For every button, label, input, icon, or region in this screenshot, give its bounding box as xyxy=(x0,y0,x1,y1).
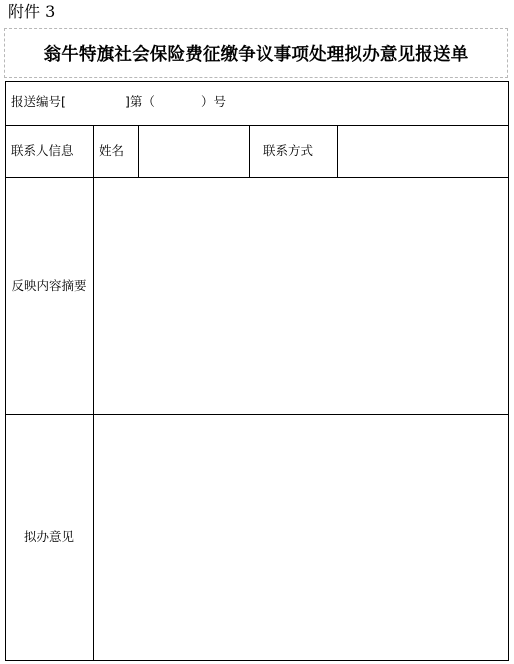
opinion-field[interactable] xyxy=(101,422,501,652)
title-frame xyxy=(4,28,508,78)
table-border-top xyxy=(5,81,509,82)
form-table xyxy=(5,81,509,661)
table-border-left xyxy=(5,81,6,661)
table-border-bottom xyxy=(5,660,509,661)
column-divider-name-value xyxy=(249,125,250,178)
summary-label: 反映内容摘要 xyxy=(11,278,87,293)
row-divider-2 xyxy=(5,177,509,178)
opinion-label: 拟办意见 xyxy=(23,529,74,544)
report-number-suffix: ）号 xyxy=(201,94,227,109)
column-divider-label xyxy=(93,125,94,661)
column-divider-name xyxy=(138,125,139,178)
form-title: 翁牛特旗社会保险费征缴争议事项处理拟办意见报送单 xyxy=(43,44,469,65)
name-field[interactable] xyxy=(145,142,243,160)
name-label: 姓名 xyxy=(99,143,125,158)
column-divider-contact xyxy=(337,125,338,178)
report-number-middle: ]第（ xyxy=(125,94,155,109)
table-border-right xyxy=(508,81,509,661)
contact-method-field[interactable] xyxy=(345,142,501,160)
summary-field[interactable] xyxy=(101,185,501,407)
report-number-prefix: 报送编号[ xyxy=(11,94,66,109)
row-divider-1 xyxy=(5,125,509,126)
contact-method-label: 联系方式 xyxy=(263,143,314,158)
attachment-label: 附件 3 xyxy=(8,2,56,21)
row-divider-3 xyxy=(5,414,509,415)
contact-info-header: 联系人信息 xyxy=(11,143,74,158)
